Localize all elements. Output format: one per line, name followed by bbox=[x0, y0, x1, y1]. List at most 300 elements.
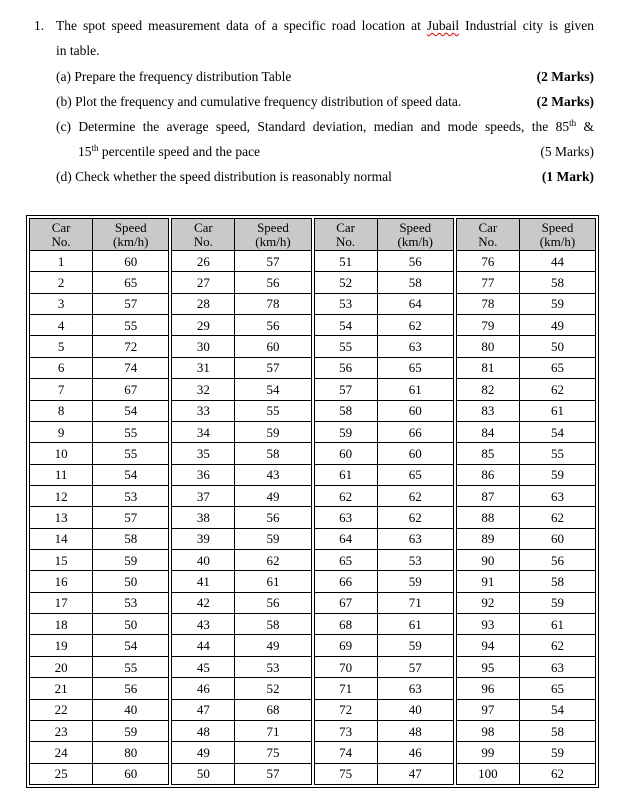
spellcheck-word: Jubail bbox=[426, 18, 460, 33]
car-no-cell: 63 bbox=[315, 507, 378, 528]
speed-cell: 60 bbox=[377, 443, 453, 464]
table-row bbox=[457, 550, 595, 571]
table-row bbox=[30, 379, 168, 400]
speed-cell: 58 bbox=[377, 272, 453, 293]
speed-cell: 67 bbox=[93, 379, 169, 400]
table-row bbox=[315, 251, 453, 272]
speed-cell: 63 bbox=[377, 528, 453, 549]
speed-cell: 49 bbox=[235, 485, 311, 506]
car-no-cell: 4 bbox=[30, 315, 93, 336]
speed-cell: 58 bbox=[519, 272, 595, 293]
speed-header-line2: (km/h) bbox=[539, 233, 576, 249]
car-no-cell: 78 bbox=[457, 293, 520, 314]
part-c-l2-pre: 15 bbox=[78, 144, 92, 159]
table-group-table bbox=[457, 219, 595, 784]
speed-cell: 62 bbox=[377, 485, 453, 506]
speed-cell: 40 bbox=[377, 699, 453, 720]
speed-cell: 59 bbox=[377, 571, 453, 592]
speed-cell: 56 bbox=[235, 507, 311, 528]
speed-cell: 62 bbox=[235, 550, 311, 571]
car-no-cell: 6 bbox=[30, 357, 93, 378]
part-b-marks: (2 Marks) bbox=[536, 94, 594, 109]
speed-cell: 58 bbox=[519, 720, 595, 741]
speed-cell: 57 bbox=[235, 251, 311, 272]
speed-cell: 40 bbox=[93, 699, 169, 720]
table-group-table bbox=[30, 219, 168, 784]
car-no-cell: 99 bbox=[457, 742, 520, 763]
part-d bbox=[56, 169, 594, 185]
car-no-cell: 35 bbox=[172, 443, 235, 464]
speed-cell: 64 bbox=[377, 293, 453, 314]
car-no-cell: 92 bbox=[457, 592, 520, 613]
table-row bbox=[30, 315, 168, 336]
table-row bbox=[172, 550, 310, 571]
table-row bbox=[457, 507, 595, 528]
speed-header bbox=[377, 219, 453, 251]
part-c-marks: (5 Marks) bbox=[540, 144, 594, 159]
car-no-cell: 79 bbox=[457, 315, 520, 336]
car-no-cell: 17 bbox=[30, 592, 93, 613]
speed-cell: 47 bbox=[377, 763, 453, 784]
table-row bbox=[457, 742, 595, 763]
header-row bbox=[30, 219, 168, 251]
speed-cell: 54 bbox=[519, 421, 595, 442]
car-no-header bbox=[172, 219, 235, 251]
speed-cell: 63 bbox=[377, 678, 453, 699]
car-no-cell: 28 bbox=[172, 293, 235, 314]
speed-cell: 65 bbox=[93, 272, 169, 293]
table-row bbox=[315, 635, 453, 656]
speed-cell: 58 bbox=[519, 571, 595, 592]
speed-cell: 78 bbox=[235, 293, 311, 314]
car-no-cell: 2 bbox=[30, 272, 93, 293]
car-no-cell: 25 bbox=[30, 763, 93, 784]
table-row bbox=[30, 678, 168, 699]
car-no-cell: 69 bbox=[315, 635, 378, 656]
speed-cell: 54 bbox=[93, 464, 169, 485]
table-group-2 bbox=[171, 218, 311, 785]
speed-cell: 58 bbox=[235, 614, 311, 635]
table-row bbox=[315, 400, 453, 421]
speed-header bbox=[235, 219, 311, 251]
speed-cell: 59 bbox=[235, 528, 311, 549]
car-no-cell: 32 bbox=[172, 379, 235, 400]
table-row bbox=[30, 571, 168, 592]
table-group-4 bbox=[456, 218, 596, 785]
car-no-cell: 56 bbox=[315, 357, 378, 378]
speed-cell: 68 bbox=[235, 699, 311, 720]
part-b-label: (b) Plot the frequency and cumulative frequency distribution of speed data. bbox=[56, 94, 462, 109]
table-row bbox=[30, 720, 168, 741]
car-no-cell: 16 bbox=[30, 571, 93, 592]
car-no-cell: 60 bbox=[315, 443, 378, 464]
table-row bbox=[30, 400, 168, 421]
speed-header bbox=[519, 219, 595, 251]
table-row bbox=[315, 614, 453, 635]
table-row bbox=[457, 464, 595, 485]
table-group-table bbox=[315, 219, 453, 784]
table-row bbox=[457, 379, 595, 400]
car-no-cell: 93 bbox=[457, 614, 520, 635]
car-no-cell: 13 bbox=[30, 507, 93, 528]
table-row bbox=[457, 421, 595, 442]
table-row bbox=[315, 336, 453, 357]
speed-cell: 63 bbox=[377, 336, 453, 357]
speed-header-line2: (km/h) bbox=[397, 233, 433, 249]
table-row bbox=[172, 656, 310, 677]
car-header-line2: No. bbox=[478, 233, 498, 249]
car-no-header bbox=[315, 219, 378, 251]
speed-cell: 53 bbox=[93, 485, 169, 506]
speed-cell: 72 bbox=[93, 336, 169, 357]
speed-cell: 61 bbox=[235, 571, 311, 592]
table-row bbox=[457, 614, 595, 635]
car-no-header bbox=[30, 219, 93, 251]
part-c-sup2: th bbox=[91, 143, 99, 153]
table-row bbox=[457, 528, 595, 549]
table-row bbox=[457, 571, 595, 592]
table-row bbox=[172, 293, 310, 314]
table-row bbox=[315, 379, 453, 400]
car-no-header bbox=[457, 219, 520, 251]
car-no-cell: 46 bbox=[172, 678, 235, 699]
table-row bbox=[172, 336, 310, 357]
car-no-cell: 29 bbox=[172, 315, 235, 336]
speed-cell: 59 bbox=[519, 592, 595, 613]
car-no-cell: 66 bbox=[315, 571, 378, 592]
speed-cell: 53 bbox=[377, 550, 453, 571]
car-no-cell: 22 bbox=[30, 699, 93, 720]
car-no-cell: 51 bbox=[315, 251, 378, 272]
table-row bbox=[30, 763, 168, 784]
speed-cell: 49 bbox=[235, 635, 311, 656]
question-text-line1 bbox=[56, 18, 594, 34]
speed-cell: 59 bbox=[377, 635, 453, 656]
speed-cell: 60 bbox=[93, 251, 169, 272]
table-row bbox=[315, 678, 453, 699]
part-a-label: (a) Prepare the frequency distribution Table bbox=[56, 69, 292, 84]
part-c-label-pre: (c) Determine the average speed, Standard deviation, median and mode speeds, the 85 bbox=[56, 119, 570, 134]
speed-cell: 60 bbox=[519, 528, 595, 549]
table-row bbox=[30, 699, 168, 720]
table-row bbox=[172, 507, 310, 528]
table-row bbox=[30, 443, 168, 464]
table-row bbox=[30, 272, 168, 293]
speed-cell: 55 bbox=[93, 656, 169, 677]
table-row bbox=[172, 678, 310, 699]
part-b bbox=[56, 94, 594, 110]
speed-data-table bbox=[26, 215, 599, 788]
speed-header bbox=[93, 219, 169, 251]
car-no-cell: 86 bbox=[457, 464, 520, 485]
speed-cell: 46 bbox=[377, 742, 453, 763]
speed-cell: 61 bbox=[377, 379, 453, 400]
table-row bbox=[457, 592, 595, 613]
car-no-cell: 61 bbox=[315, 464, 378, 485]
speed-cell: 57 bbox=[93, 293, 169, 314]
table-row bbox=[30, 742, 168, 763]
car-no-cell: 67 bbox=[315, 592, 378, 613]
car-no-cell: 49 bbox=[172, 742, 235, 763]
speed-cell: 75 bbox=[235, 742, 311, 763]
car-no-cell: 40 bbox=[172, 550, 235, 571]
speed-cell: 59 bbox=[93, 550, 169, 571]
car-no-cell: 39 bbox=[172, 528, 235, 549]
car-no-cell: 5 bbox=[30, 336, 93, 357]
car-no-cell: 47 bbox=[172, 699, 235, 720]
table-row bbox=[172, 699, 310, 720]
car-no-cell: 68 bbox=[315, 614, 378, 635]
table-row bbox=[457, 699, 595, 720]
car-no-cell: 18 bbox=[30, 614, 93, 635]
speed-cell: 60 bbox=[377, 400, 453, 421]
table-row bbox=[172, 592, 310, 613]
car-no-cell: 8 bbox=[30, 400, 93, 421]
car-no-cell: 57 bbox=[315, 379, 378, 400]
part-a bbox=[56, 69, 594, 85]
table-row bbox=[30, 507, 168, 528]
table-row bbox=[30, 614, 168, 635]
car-no-cell: 65 bbox=[315, 550, 378, 571]
car-no-cell: 55 bbox=[315, 336, 378, 357]
speed-cell: 54 bbox=[235, 379, 311, 400]
car-no-cell: 75 bbox=[315, 763, 378, 784]
table-row bbox=[172, 315, 310, 336]
header-row bbox=[315, 219, 453, 251]
car-no-cell: 97 bbox=[457, 699, 520, 720]
table-row bbox=[30, 251, 168, 272]
speed-cell: 63 bbox=[519, 485, 595, 506]
speed-cell: 53 bbox=[235, 656, 311, 677]
speed-cell: 55 bbox=[93, 421, 169, 442]
speed-cell: 62 bbox=[377, 315, 453, 336]
car-header-line2: No. bbox=[336, 233, 356, 249]
question-text-post: Industrial city is given bbox=[459, 18, 594, 33]
table-row bbox=[457, 763, 595, 784]
car-no-cell: 15 bbox=[30, 550, 93, 571]
car-no-cell: 100 bbox=[457, 763, 520, 784]
speed-cell: 80 bbox=[93, 742, 169, 763]
car-no-cell: 77 bbox=[457, 272, 520, 293]
speed-cell: 62 bbox=[377, 507, 453, 528]
car-no-cell: 89 bbox=[457, 528, 520, 549]
speed-cell: 65 bbox=[377, 357, 453, 378]
car-no-cell: 20 bbox=[30, 656, 93, 677]
question-text-pre: The spot speed measurement data of a specific road location at bbox=[56, 18, 427, 33]
table-row bbox=[30, 336, 168, 357]
table-row bbox=[172, 720, 310, 741]
table-row bbox=[172, 485, 310, 506]
speed-header-line1: Speed bbox=[399, 219, 432, 235]
speed-cell: 65 bbox=[519, 678, 595, 699]
table-row bbox=[30, 656, 168, 677]
speed-cell: 55 bbox=[93, 443, 169, 464]
speed-cell: 57 bbox=[235, 763, 311, 784]
table-row bbox=[457, 635, 595, 656]
speed-cell: 65 bbox=[519, 357, 595, 378]
part-d-marks: (1 Mark) bbox=[541, 169, 594, 184]
car-no-cell: 71 bbox=[315, 678, 378, 699]
speed-cell: 58 bbox=[235, 443, 311, 464]
table-row bbox=[172, 421, 310, 442]
car-header-line1: Car bbox=[51, 219, 71, 235]
car-no-cell: 41 bbox=[172, 571, 235, 592]
table-row bbox=[315, 699, 453, 720]
car-no-cell: 96 bbox=[457, 678, 520, 699]
speed-header-line1: Speed bbox=[114, 219, 147, 235]
table-row bbox=[30, 421, 168, 442]
speed-cell: 61 bbox=[377, 614, 453, 635]
car-no-cell: 58 bbox=[315, 400, 378, 421]
speed-cell: 60 bbox=[235, 336, 311, 357]
car-no-cell: 26 bbox=[172, 251, 235, 272]
table-row bbox=[172, 571, 310, 592]
table-row bbox=[315, 550, 453, 571]
speed-cell: 62 bbox=[519, 507, 595, 528]
car-no-cell: 31 bbox=[172, 357, 235, 378]
speed-cell: 54 bbox=[93, 400, 169, 421]
car-no-cell: 81 bbox=[457, 357, 520, 378]
speed-header-line1: Speed bbox=[257, 219, 289, 235]
speed-cell: 58 bbox=[93, 528, 169, 549]
car-no-cell: 76 bbox=[457, 251, 520, 272]
car-no-cell: 42 bbox=[172, 592, 235, 613]
speed-cell: 65 bbox=[377, 464, 453, 485]
table-row bbox=[457, 720, 595, 741]
speed-cell: 59 bbox=[93, 720, 169, 741]
speed-cell: 63 bbox=[519, 656, 595, 677]
table-row bbox=[315, 357, 453, 378]
table-row bbox=[30, 357, 168, 378]
table-row bbox=[315, 592, 453, 613]
table-row bbox=[457, 251, 595, 272]
car-no-cell: 74 bbox=[315, 742, 378, 763]
car-no-cell: 23 bbox=[30, 720, 93, 741]
table-row bbox=[30, 293, 168, 314]
speed-cell: 56 bbox=[235, 592, 311, 613]
car-no-cell: 90 bbox=[457, 550, 520, 571]
speed-cell: 53 bbox=[93, 592, 169, 613]
speed-cell: 57 bbox=[235, 357, 311, 378]
table-row bbox=[457, 293, 595, 314]
speed-cell: 59 bbox=[519, 742, 595, 763]
car-no-cell: 84 bbox=[457, 421, 520, 442]
table-grid bbox=[29, 218, 596, 785]
speed-cell: 50 bbox=[93, 571, 169, 592]
part-a-marks: (2 Marks) bbox=[536, 69, 594, 84]
part-c-label-post: & bbox=[576, 119, 594, 134]
table-row bbox=[315, 571, 453, 592]
speed-cell: 54 bbox=[519, 699, 595, 720]
table-row bbox=[30, 528, 168, 549]
car-no-cell: 36 bbox=[172, 464, 235, 485]
speed-cell: 55 bbox=[93, 315, 169, 336]
car-no-cell: 88 bbox=[457, 507, 520, 528]
speed-header-line2: (km/h) bbox=[113, 233, 149, 249]
speed-header-line1: Speed bbox=[541, 219, 574, 235]
speed-cell: 57 bbox=[377, 656, 453, 677]
car-no-cell: 14 bbox=[30, 528, 93, 549]
part-c-line1 bbox=[56, 119, 594, 135]
table-row bbox=[315, 720, 453, 741]
speed-cell: 59 bbox=[235, 421, 311, 442]
table-row bbox=[457, 485, 595, 506]
speed-cell: 71 bbox=[235, 720, 311, 741]
table-row bbox=[457, 357, 595, 378]
car-no-cell: 82 bbox=[457, 379, 520, 400]
speed-cell: 62 bbox=[519, 379, 595, 400]
car-no-cell: 9 bbox=[30, 421, 93, 442]
speed-cell: 56 bbox=[519, 550, 595, 571]
table-row bbox=[315, 656, 453, 677]
table-row bbox=[172, 528, 310, 549]
speed-header-line2: (km/h) bbox=[255, 233, 291, 249]
table-row bbox=[315, 315, 453, 336]
car-no-cell: 48 bbox=[172, 720, 235, 741]
part-c-line2 bbox=[78, 144, 594, 160]
speed-cell: 66 bbox=[377, 421, 453, 442]
table-row bbox=[172, 614, 310, 635]
table-row bbox=[315, 742, 453, 763]
car-no-cell: 7 bbox=[30, 379, 93, 400]
car-no-cell: 59 bbox=[315, 421, 378, 442]
speed-cell: 62 bbox=[519, 635, 595, 656]
speed-cell: 48 bbox=[377, 720, 453, 741]
speed-cell: 74 bbox=[93, 357, 169, 378]
car-no-cell: 95 bbox=[457, 656, 520, 677]
table-row bbox=[457, 315, 595, 336]
car-no-cell: 27 bbox=[172, 272, 235, 293]
header-row bbox=[172, 219, 310, 251]
speed-cell: 55 bbox=[235, 400, 311, 421]
speed-cell: 44 bbox=[519, 251, 595, 272]
car-no-cell: 12 bbox=[30, 485, 93, 506]
car-no-cell: 43 bbox=[172, 614, 235, 635]
table-row bbox=[315, 763, 453, 784]
question-text-line2: in table. bbox=[56, 43, 100, 58]
car-no-cell: 85 bbox=[457, 443, 520, 464]
table-group-3 bbox=[314, 218, 454, 785]
speed-cell: 50 bbox=[93, 614, 169, 635]
speed-cell: 59 bbox=[519, 464, 595, 485]
car-header-line1: Car bbox=[336, 219, 355, 235]
table-row bbox=[457, 656, 595, 677]
speed-cell: 61 bbox=[519, 614, 595, 635]
question-number: 1. bbox=[34, 18, 45, 33]
table-row bbox=[315, 464, 453, 485]
table-row bbox=[172, 443, 310, 464]
table-row bbox=[172, 357, 310, 378]
car-no-cell: 33 bbox=[172, 400, 235, 421]
car-header-line2: No. bbox=[193, 233, 213, 249]
speed-cell: 61 bbox=[519, 400, 595, 421]
car-no-cell: 98 bbox=[457, 720, 520, 741]
speed-cell: 56 bbox=[377, 251, 453, 272]
part-c-sup1: th bbox=[569, 118, 577, 128]
table-row bbox=[315, 443, 453, 464]
speed-cell: 52 bbox=[235, 678, 311, 699]
car-no-cell: 54 bbox=[315, 315, 378, 336]
car-no-cell: 64 bbox=[315, 528, 378, 549]
car-no-cell: 44 bbox=[172, 635, 235, 656]
table-row bbox=[457, 443, 595, 464]
table-row bbox=[315, 272, 453, 293]
car-no-cell: 73 bbox=[315, 720, 378, 741]
car-no-cell: 72 bbox=[315, 699, 378, 720]
car-no-cell: 19 bbox=[30, 635, 93, 656]
car-no-cell: 37 bbox=[172, 485, 235, 506]
speed-cell: 49 bbox=[519, 315, 595, 336]
